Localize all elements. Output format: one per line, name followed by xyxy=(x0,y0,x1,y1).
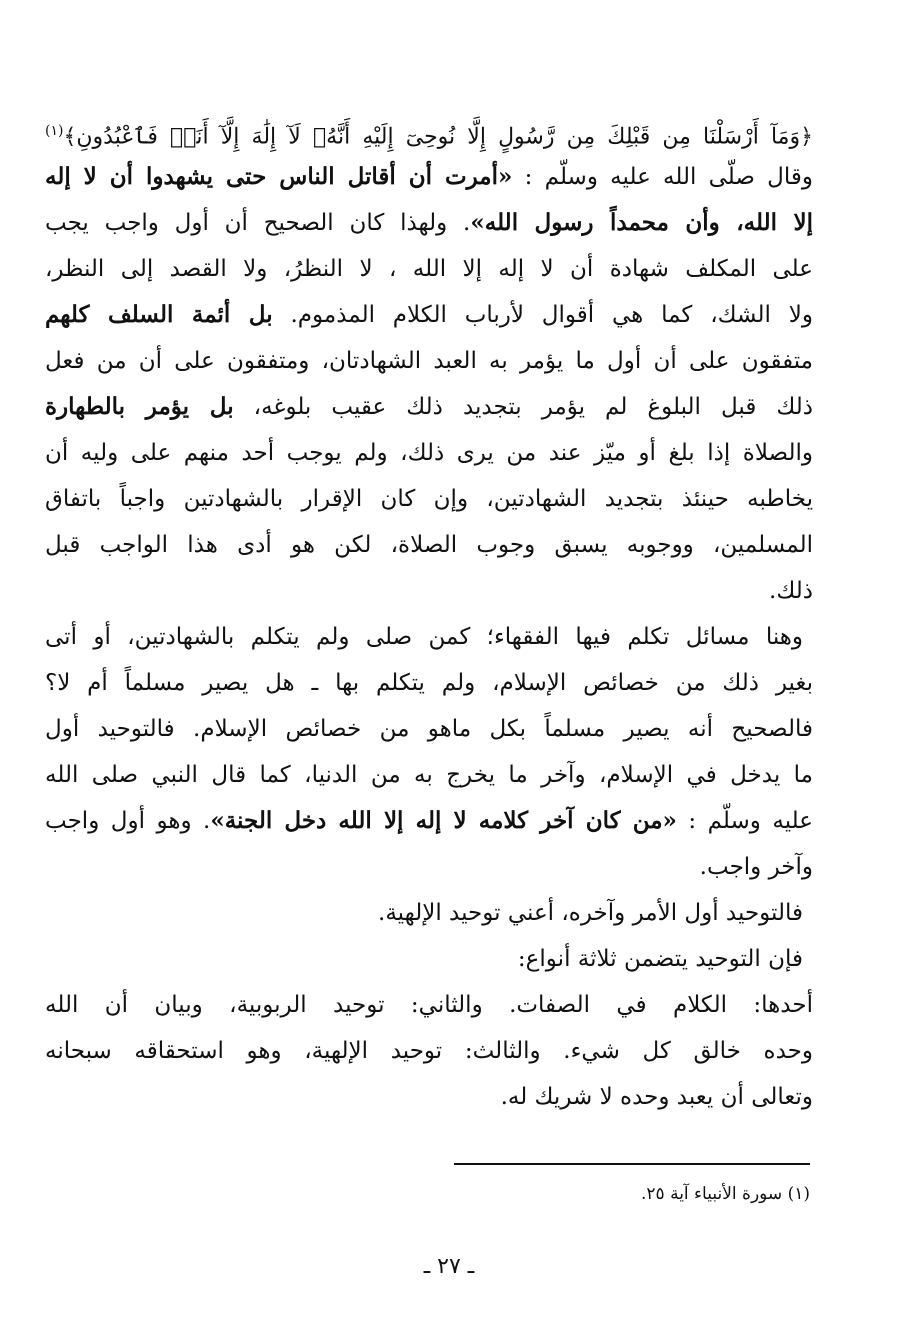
footnote: (١) سورة الأنبياء آية ٢٥. xyxy=(641,1184,810,1204)
text-segment: وقال صلّى الله عليه وسلّم : xyxy=(512,164,813,190)
text-line: وتعالى أن يعبد وحده لا شريك له. xyxy=(500,1084,813,1110)
text-line xyxy=(45,154,813,200)
footnote-marker: (١) xyxy=(45,123,64,139)
text-line: والصلاة إذا بلغ أو ميّز عند من يرى ذلك، ولم يوجب أحد منهم على وليه أن xyxy=(45,440,813,466)
quran-verse-text: ﴿وَمَآ أَرْسَلْنَا مِن قَبْلِكَ مِن رَّسُولٍ إِلَّا نُوحِىٓ إِلَيْهِ أَنَّهُۥ لَآ إِلَٰهَ إِلَّآ أَنَا۠ فَٱعْبُدُونِ﴾ xyxy=(63,124,813,150)
hadith-quote: إلا الله، وأن محمداً رسول الله» xyxy=(470,209,813,236)
text-line xyxy=(45,384,813,430)
text-line: أحدها: الكلام في الصفات. والثاني: توحيد الربوبية، وبيان أن الله xyxy=(45,992,813,1018)
text-line: ما يدخل في الإسلام، وآخر ما يخرج به من الدنيا، كما قال النبي صلى الله xyxy=(45,762,813,788)
text-line: يخاطبه حينئذ بتجديد الشهادتين، وإن كان الإقرار بالشهادتين واجباً باتفاق xyxy=(45,486,813,512)
text-line: المسلمين، ووجوبه يسبق وجوب الصلاة، لكن هو أدى هذا الواجب قبل xyxy=(45,532,813,558)
text-line xyxy=(45,292,813,338)
footnote-divider xyxy=(454,1163,810,1165)
text-line: متفقون على أن أول ما يؤمر به العبد الشهادتان، ومتفقون على أن من فعل xyxy=(45,348,813,374)
text-segment: . ولهذا كان الصحيح أن أول واجب يجب xyxy=(45,210,471,236)
text-line xyxy=(45,200,813,246)
hadith-quote: «أمرت أن أقاتل الناس حتى يشهدوا أن لا إله xyxy=(45,163,513,190)
text-line: ذلك. xyxy=(769,578,813,604)
bold-phrase: بل يؤمر بالطهارة xyxy=(45,393,234,420)
text-line: فإن التوحيد يتضمن ثلاثة أنواع: xyxy=(517,946,803,972)
hadith-quote: «من كان آخر كلامه لا إله إلا الله دخل الجنة» xyxy=(210,807,677,834)
text-line: وحده خالق كل شيء. والثالث: توحيد الإلهية، وهو استحقاقه سبحانه xyxy=(45,1038,813,1064)
quran-verse xyxy=(45,108,813,154)
text-segment: ذلك قبل البلوغ لم يؤمر بتجديد ذلك عقيب بلوغه، xyxy=(233,394,813,420)
page-body xyxy=(45,108,813,1120)
text-segment: ولا الشك، كما هي أقوال لأرباب الكلام المذموم. xyxy=(272,302,813,328)
page-number: ـ ٢٧ ـ xyxy=(423,1254,475,1279)
text-line: وهنا مسائل تكلم فيها الفقهاء؛ كمن صلى ولم يتكلم بالشهادتين، أو أتى xyxy=(45,624,803,650)
text-line: فالتوحيد أول الأمر وآخره، أعني توحيد الإلهية. xyxy=(378,900,803,926)
text-segment: . وهو أول واجب xyxy=(45,808,211,834)
text-line xyxy=(45,798,813,844)
bold-phrase: بل أئمة السلف كلهم xyxy=(45,301,273,328)
text-line: وآخر واجب. xyxy=(699,854,813,880)
text-line: فالصحيح أنه يصير مسلماً بكل ماهو من خصائص الإسلام. فالتوحيد أول xyxy=(45,716,813,742)
text-segment: عليه وسلّم : xyxy=(676,808,813,834)
text-line: بغير ذلك من خصائص الإسلام، ولم يتكلم بها ـ هل يصير مسلماً أم لا؟ xyxy=(45,670,813,696)
text-line: على المكلف شهادة أن لا إله إلا الله ، لا النظرُ، ولا القصد إلى النظر، xyxy=(45,256,813,282)
